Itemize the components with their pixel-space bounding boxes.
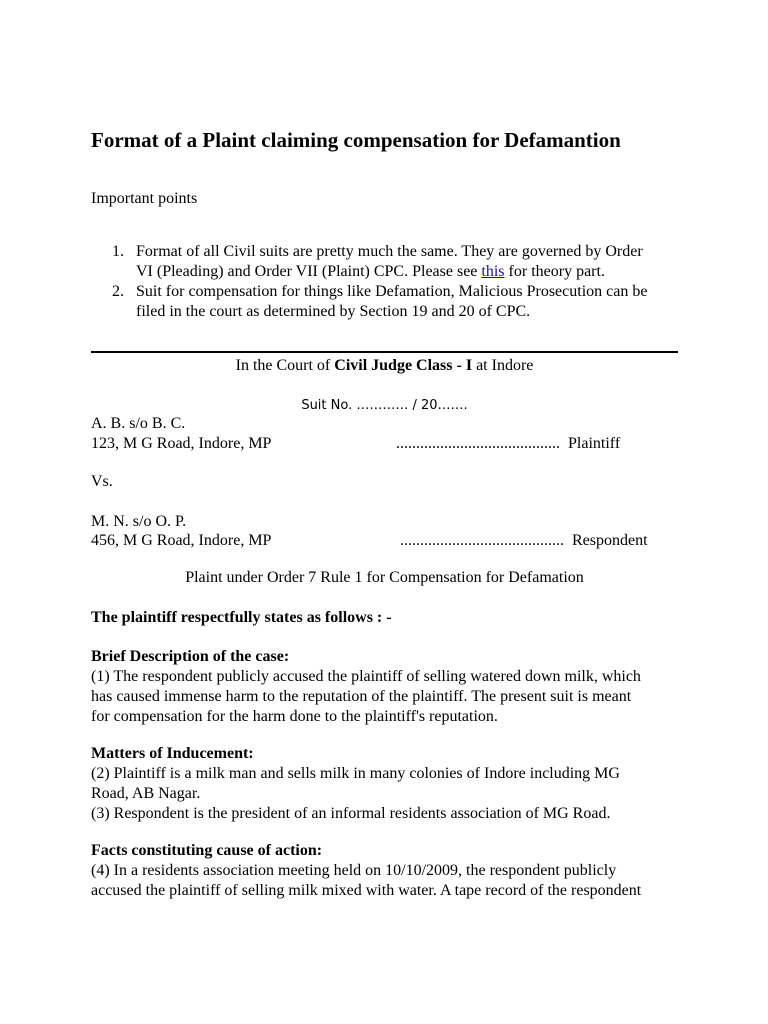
list-item-line — [136, 262, 691, 282]
section-line: (3) Respondent is the president of an informal residents association of MG Road. — [91, 805, 611, 822]
court-heading — [91, 356, 678, 376]
section-line: (2) Plaintiff is a milk man and sells milk in many colonies of Indore including MG — [91, 765, 620, 782]
list-number: 2. — [112, 283, 124, 300]
respondent-address: 456, M G Road, Indore, MP — [91, 532, 272, 549]
list-item-line: Format of all Civil suits are pretty much the same. They are governed by Order — [136, 243, 643, 260]
section-line: Road, AB Nagar. — [91, 785, 201, 802]
list-number: 1. — [112, 243, 124, 260]
section-line: has caused immense harm to the reputation of the plaintiff. The present suit is meant — [91, 688, 632, 705]
plaintiff-address: 123, M G Road, Indore, MP — [91, 435, 272, 452]
list-item-line: Suit for compensation for things like Defamation, Malicious Prosecution can be — [136, 283, 648, 300]
section-line: accused the plaintiff of selling milk mixed with water. A tape record of the respondent — [91, 882, 642, 899]
plaintiff-dots: ......................................... — [396, 435, 560, 452]
list-item — [91, 242, 691, 282]
plaintiff-name: A. B. s/o B. C. — [91, 415, 186, 432]
plaintiff-role-line — [396, 434, 620, 454]
horizontal-divider — [91, 351, 678, 353]
section-line: (4) In a residents association meeting held on 10/10/2009, the respondent publicly — [91, 862, 617, 879]
section-brief-description — [91, 647, 691, 727]
section-line: (1) The respondent publicly accused the plaintiff of selling watered down milk, which — [91, 668, 641, 685]
section-facts-cause-of-action — [91, 841, 691, 901]
theory-link[interactable]: this — [481, 263, 505, 280]
important-points-heading: Important points — [91, 190, 198, 207]
section-line: for compensation for the harm done to the plaintiff's reputation. — [91, 708, 498, 725]
section-heading: Matters of Inducement: — [91, 745, 254, 762]
important-points-list — [91, 242, 691, 322]
document-title: Format of a Plaint claiming compensation for Defamantion — [91, 128, 621, 152]
statement-heading: The plaintiff respectfully states as follows : - — [91, 609, 392, 626]
plaint-heading: Plaint under Order 7 Rule 1 for Compensation for Defamation — [185, 569, 584, 586]
versus-label: Vs. — [91, 473, 113, 490]
respondent-role: Respondent — [572, 532, 648, 549]
respondent-role-line — [400, 531, 648, 551]
list-item-text: VI (Pleading) and Order VII (Plaint) CPC. Please see — [136, 263, 482, 280]
court-prefix: In the Court of — [235, 357, 335, 374]
respondent-dots: ......................................... — [400, 532, 564, 549]
section-matters-of-inducement — [91, 744, 691, 824]
plaintiff-role: Plaintiff — [568, 435, 621, 452]
respondent-name: M. N. s/o O. P. — [91, 513, 187, 530]
section-heading: Facts constituting cause of action: — [91, 842, 323, 859]
list-item-line: filed in the court as determined by Section 19 and 20 of CPC. — [136, 303, 531, 320]
court-name: Civil Judge Class - I — [334, 357, 473, 374]
list-item-text: for theory part. — [504, 263, 605, 280]
court-suffix: at Indore — [472, 357, 534, 374]
list-item — [91, 282, 691, 322]
suit-number: Suit No. ………… / 20……. — [301, 398, 468, 413]
section-heading: Brief Description of the case: — [91, 648, 290, 665]
